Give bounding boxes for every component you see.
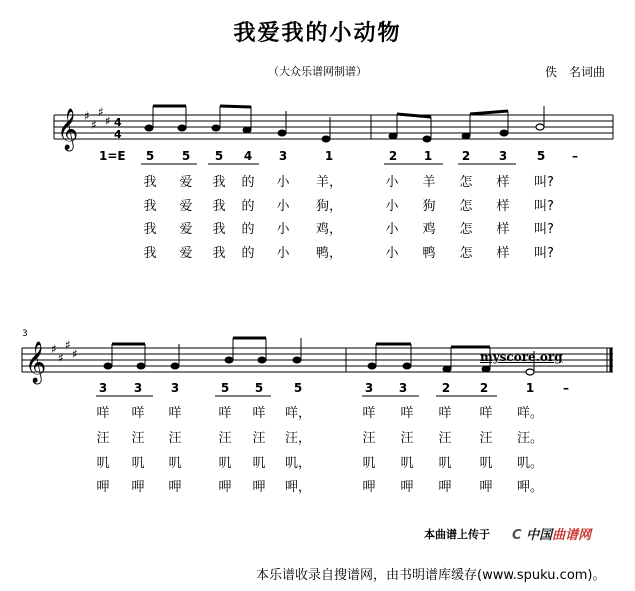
lyric-syllable: 羊 [422, 175, 436, 190]
lyric-syllable: 汪 [362, 431, 376, 446]
lyric-syllable: 呷 [252, 480, 266, 495]
jianpu-note: – [572, 149, 578, 163]
lyric-syllable: 呷 [400, 480, 414, 495]
lyric-syllable: 羊， [315, 175, 343, 190]
notes-system-1 [145, 106, 544, 142]
lyric-syllable: 叽 [131, 456, 145, 471]
lyric-syllable: 咩， [284, 406, 312, 421]
lyric-syllable: 怎 [459, 222, 473, 237]
lyric-syllable: 汪 [168, 431, 182, 446]
lyric-syllable: 怎 [459, 175, 473, 190]
lyric-syllable: 小 [385, 199, 399, 214]
lyric-syllable: 呷 [438, 480, 452, 495]
lyric-syllable: 爱 [179, 175, 193, 190]
lyric-syllable: 我 [212, 175, 226, 190]
lyric-syllable: 汪 [96, 431, 110, 446]
lyric-syllable: 叫? [534, 199, 554, 214]
lyric-syllable: 样 [496, 199, 510, 214]
lyric-syllable: 咩 [218, 406, 232, 421]
jianpu-note: 2 [479, 381, 489, 395]
lyric-syllable: 叽。 [516, 456, 544, 471]
subtitle: （大众乐谱网制谱） [268, 65, 367, 78]
footer-note: 本乐谱收录自搜谱网，由书明谱库缓存(www.spuku.com)。 [256, 568, 606, 583]
jianpu-note: 3 [170, 381, 180, 395]
lyric-syllable: 叽 [438, 456, 452, 471]
jianpu-note: 4 [243, 149, 253, 163]
lyric-syllable: 呷 [479, 480, 493, 495]
lyric-syllable: 的 [241, 199, 255, 214]
lyric-syllable: 呷。 [516, 480, 544, 495]
lyric-syllable: 样 [496, 246, 510, 261]
svg-text:♯: ♯ [58, 351, 64, 365]
lyric-syllable: 狗 [422, 199, 436, 214]
jianpu-note: 1 [423, 149, 433, 163]
jianpu-note: 3 [364, 381, 374, 395]
lyric-syllable: 爱 [179, 222, 193, 237]
jianpu-note: 2 [441, 381, 451, 395]
jianpu-note: 5 [536, 149, 546, 163]
jianpu-note: 5 [145, 149, 155, 163]
lyric-syllable: 的 [241, 175, 255, 190]
lyric-syllable: 样 [496, 175, 510, 190]
jianpu-note: 3 [133, 381, 143, 395]
lyric-syllable: 汪 [252, 431, 266, 446]
key-signature-sharps [51, 338, 78, 365]
svg-text:♯: ♯ [51, 342, 57, 356]
lyric-syllable: 叫? [534, 222, 554, 237]
jianpu-note: 1 [324, 149, 334, 163]
lyric-syllable: 小 [385, 222, 399, 237]
lyric-syllable: 汪 [131, 431, 145, 446]
lyric-syllable: 咩 [362, 406, 376, 421]
lyric-syllable: 的 [241, 222, 255, 237]
key-signature-sharps [84, 105, 111, 132]
measure-number: 3 [22, 329, 28, 339]
svg-text:4: 4 [114, 116, 122, 129]
site-logo [512, 524, 591, 543]
lyric-syllable: 呷 [218, 480, 232, 495]
jianpu-note: 1 [525, 381, 535, 395]
lyric-syllable: 小 [385, 246, 399, 261]
svg-text:♯: ♯ [72, 347, 78, 361]
lyric-syllable: 叽 [96, 456, 110, 471]
lyric-syllable: 叽 [479, 456, 493, 471]
svg-text:4: 4 [114, 128, 122, 141]
lyric-syllable: 爱 [179, 246, 193, 261]
lyric-syllable: 样 [496, 222, 510, 237]
lyric-syllable: 叽 [362, 456, 376, 471]
jianpu-note: 5 [214, 149, 224, 163]
lyric-syllable: 汪。 [516, 431, 544, 446]
watermark: myscore.org [480, 350, 563, 364]
svg-text:♯: ♯ [84, 109, 90, 123]
time-signature [114, 116, 122, 141]
lyric-syllable: 怎 [459, 246, 473, 261]
lyric-syllable: 呷 [362, 480, 376, 495]
page-title: 我爱我的小动物 [233, 20, 402, 46]
lyric-syllable: 叫? [534, 246, 554, 261]
jianpu-note: 3 [398, 381, 408, 395]
lyric-syllable: 小 [276, 199, 290, 214]
notes-system-2 [104, 338, 534, 375]
jianpu-note: 5 [181, 149, 191, 163]
svg-text:♯: ♯ [105, 114, 111, 128]
jianpu-note: 5 [293, 381, 303, 395]
logo-q: 曲谱网 [552, 528, 592, 543]
jianpu-note: 3 [278, 149, 288, 163]
lyric-syllable: 鸭， [315, 246, 343, 261]
lyric-syllable: 我 [143, 246, 157, 261]
lyric-syllable: 爱 [179, 199, 193, 214]
lyric-syllable: 汪 [218, 431, 232, 446]
lyric-syllable: 我 [143, 199, 157, 214]
jianpu-note: 5 [220, 381, 230, 395]
composer-credit: 佚 名词曲 [545, 65, 606, 79]
lyric-syllable: 小 [276, 246, 290, 261]
lyric-syllable: 狗， [315, 199, 343, 214]
key-signature-label: 1=E [99, 149, 126, 163]
jianpu-note: 3 [498, 149, 508, 163]
lyric-syllable: 叽 [168, 456, 182, 471]
lyric-syllable: 汪 [400, 431, 414, 446]
lyric-syllable: 汪 [438, 431, 452, 446]
lyric-syllable: 咩 [400, 406, 414, 421]
lyric-syllable: 叽 [400, 456, 414, 471]
lyric-syllable: 我 [212, 222, 226, 237]
lyric-syllable: 呷 [96, 480, 110, 495]
staff-system-1 [54, 115, 613, 139]
lyric-syllable: 咩 [479, 406, 493, 421]
lyric-syllable: 的 [241, 246, 255, 261]
jianpu-note: 3 [98, 381, 108, 395]
lyric-syllable: 咩。 [516, 406, 544, 421]
lyric-syllable: 咩 [252, 406, 266, 421]
jianpu-note: – [563, 381, 569, 395]
lyric-syllable: 我 [212, 199, 226, 214]
lyric-syllable: 叽 [218, 456, 232, 471]
lyric-syllable: 小 [276, 222, 290, 237]
lyric-syllable: 小 [276, 175, 290, 190]
svg-text:♯: ♯ [98, 105, 104, 119]
lyric-syllable: 咩 [438, 406, 452, 421]
lyric-syllable: 我 [143, 222, 157, 237]
lyric-syllable: 汪， [284, 431, 312, 446]
treble-clef-icon: 𝄞 [57, 109, 79, 150]
logo-c: C [512, 528, 522, 543]
lyric-syllable: 咩 [96, 406, 110, 421]
lyric-syllable: 鸭 [422, 246, 436, 261]
lyric-syllable: 呷， [284, 480, 312, 495]
jianpu-note: 2 [461, 149, 471, 163]
lyric-syllable: 我 [143, 175, 157, 190]
lyric-syllable: 咩 [168, 406, 182, 421]
lyric-syllable: 怎 [459, 199, 473, 214]
lyric-syllable: 鸡 [422, 222, 436, 237]
lyric-syllable: 叽， [284, 456, 312, 471]
lyric-syllable: 叽 [252, 456, 266, 471]
lyric-syllable: 叫? [534, 175, 554, 190]
lyric-syllable: 呷 [168, 480, 182, 495]
jianpu-note: 2 [388, 149, 398, 163]
lyric-syllable: 呷 [131, 480, 145, 495]
lyric-syllable: 咩 [131, 406, 145, 421]
lyric-syllable: 鸡， [315, 222, 343, 237]
jianpu-note: 5 [254, 381, 264, 395]
logo-main: 中国 [526, 528, 553, 543]
treble-clef-icon: 𝄞 [25, 342, 47, 383]
svg-text:♯: ♯ [65, 338, 71, 352]
upload-label: 本曲谱上传于 [424, 528, 490, 541]
lyric-syllable: 汪 [479, 431, 493, 446]
svg-text:♯: ♯ [91, 118, 97, 132]
lyric-syllable: 我 [212, 246, 226, 261]
lyric-syllable: 小 [385, 175, 399, 190]
